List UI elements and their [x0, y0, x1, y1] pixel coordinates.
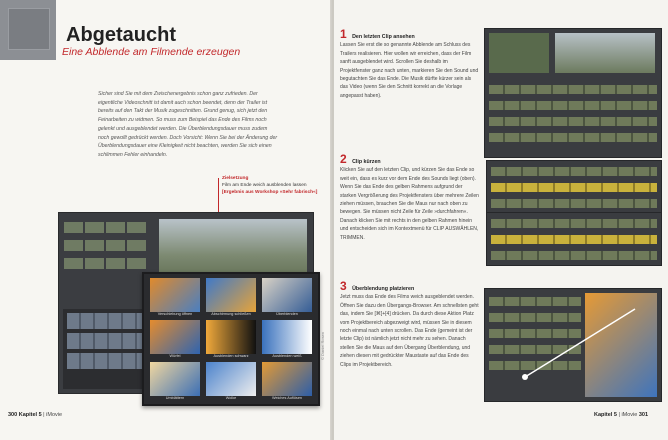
page-number: 301 [638, 412, 649, 418]
step-number: 1 [340, 27, 347, 41]
chapter-tab [0, 0, 56, 60]
folio-left: 300 Kapitel 5 | iMovie [8, 412, 63, 418]
step-number: 3 [340, 279, 347, 293]
transition-browser [142, 272, 320, 406]
section-label: iMovie [621, 412, 638, 418]
step-2 [340, 152, 480, 242]
step-heading: Überblendung platzieren [352, 286, 415, 292]
step-1-screenshot [484, 28, 662, 158]
step-text: Lassen Sie erst die so genannte Abblende am Schluss des Trailers realisieren. Hier wollen wir erreichen, dass der Film sanft ausgeblendet wird. Scrollen Sie deshalb im Projektfenster ganz nach unten, markieren Sie den Sound und begutachten Sie das Ende. Die Musik dürfte kürzer sein als das Video (wenn Sie den Schnitt korrekt an die Vorlage angepasst haben). [340, 42, 479, 99]
step-1 [340, 27, 480, 100]
transition-caption: Wolke [225, 396, 237, 400]
step-number: 2 [340, 152, 347, 166]
step-2-screenshot-top [486, 160, 662, 214]
step-3 [340, 279, 480, 369]
callout-note: [Ergebnis aus Workshop »Sehr fabrisch«] [222, 190, 318, 195]
event-thumbnails [63, 221, 153, 275]
step-3-screenshot [484, 288, 662, 402]
page-title: Abgetaucht [66, 24, 176, 46]
chapter-label: Kapitel 5 [18, 412, 42, 418]
step-text: Klicken Sie auf den letzten Clip, und kürzen Sie das Ende so weit ein, dass es kurz vor dem Ende des Sounds liegt (oben). Wenn Sie das Ende des gelben Rahmens aufgrund der starken Vergrößerung des Projektfensters über mehrere Zeilen ziehen müssen, brauchen Sie die Maus nur nach oben zu bewegen. Sie müssen nicht Zeile für Zeile »durchfahren«. Danach klicken Sie mit rechts in den gelben Rahmen hinein und entscheiden sich im Kontextmenü für CLIP AUSWÄHLEN, TRIMMEN. [340, 167, 479, 241]
drag-arrow [485, 289, 661, 401]
transition-caption: Ausblenden weiß [272, 354, 302, 358]
chapter-label: Kapitel 5 [594, 412, 617, 418]
transition-caption: Würfel [169, 354, 181, 358]
callout-text: Film am Ende weich ausblenden lassen [222, 183, 307, 188]
left-page [0, 0, 332, 440]
step-heading: Den letzten Clip ansehen [352, 34, 415, 40]
transition-caption: Weiches Auflösen [271, 396, 303, 400]
page-number: 300 [8, 412, 18, 418]
step-2-screenshot-bottom [486, 212, 662, 266]
intro-text: Sicher sind Sie mit dem Zwischenergebnis schon ganz zufrieden. Der eigentliche Videoschnitt ist damit auch schon beendet, denn der Trailer ist bereits auf den Takt der Musik zugeschnitten. Grund genug, sich jetzt den Feinarbeiten zu widmen. So muss zum Beispiel das Ende des Films noch gelenkt und ausgeblendet werden. Die Überblendungsdauer muss zudem noch gewollt gedrückt werden. Doch Vorsicht: Wenn Sie bei der Änderung der Überblendungsdauer eine Kleinigkeit nicht beachten, werden Sie sich einen schlimmen Fehler einhandeln. [98, 91, 278, 158]
folio-right: Kapitel 5 | iMovie 301 [594, 412, 649, 418]
transition-caption: Ausblenden schwarz [213, 354, 249, 358]
page-subtitle: Eine Abblende am Filmende erzeugen [62, 46, 241, 58]
transition-caption: Umblättern [165, 396, 185, 400]
transition-caption: Verschiebung öffnen [157, 312, 193, 316]
step-text: Jetzt muss das Ende des Films weich ausgeblendet werden. Öffnen Sie dazu den Übergangs-Browser. Am schnellsten geht das, indem Sie [⌘]+[4] drücken. Da durch diese Aktion Platz vom Projektbereich abgezweigt wird, müssen Sie in diesem noch einmal nach unten scrollen. Das Ende (gemeint ist der letzte Clip) ist nämlich jetzt nicht mehr zu sehen. Danach stellen Sie die Maus auf den Übergang Überblendung, und ziehen diesen mit gedrückter Maustaste auf das Ende des Clips im Projektbereich. [340, 294, 479, 368]
section-label: iMovie [46, 412, 63, 418]
callout-label: Zielsetzung [222, 176, 249, 181]
transition-caption: Abschirmung schließen [211, 312, 251, 316]
photo-credit: © Daniel Rosen [320, 331, 325, 360]
transition-caption: Überblenden [276, 312, 298, 316]
step-heading: Clip kürzen [352, 159, 381, 165]
goal-callout [222, 175, 332, 196]
